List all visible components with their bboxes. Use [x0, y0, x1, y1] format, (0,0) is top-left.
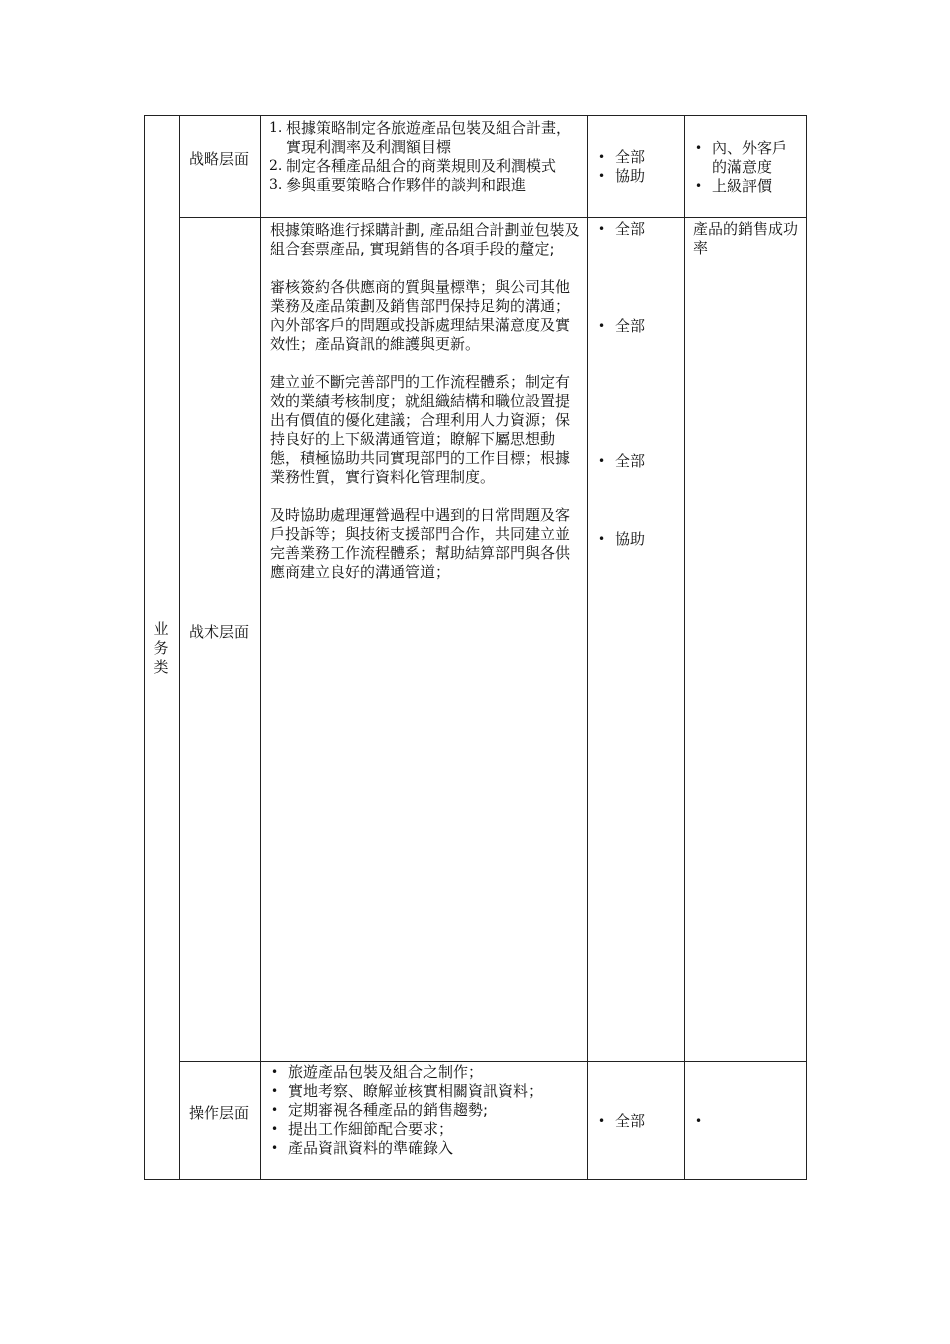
list-item: • 旅遊產品包裝及組合之制作；	[269, 1063, 584, 1082]
tactical-authority-item: • 全部	[596, 452, 645, 471]
tactical-authority-item: • 協助	[596, 530, 645, 549]
list-item: • 實地考察、瞭解並核實相關資訊資料；	[269, 1082, 584, 1101]
strategic-authority	[596, 148, 681, 186]
list-item: • 上級評價	[693, 177, 801, 196]
list-item: • 提出工作細節配合要求；	[269, 1120, 584, 1139]
paragraph: 及時協助處理運營過程中遇到的日常問題及客戶投訴等；與技術支援部門合作，共同建立並完善業務工作流程體系；幫助結算部門與各供應商建立良好的溝通管道；	[270, 506, 571, 581]
list-item: • 全部	[596, 148, 681, 167]
tactical-authority-item: • 全部	[596, 317, 645, 336]
level-label-strategic: 战略层面	[189, 150, 250, 168]
list-item: • 定期審視各種產品的銷售趨勢;	[269, 1101, 584, 1120]
row-divider	[179, 1061, 807, 1062]
list-item: • 協助	[596, 167, 681, 186]
col-divider	[587, 115, 588, 1180]
row-divider	[179, 217, 807, 218]
col-divider	[179, 115, 180, 1180]
list-item: 3. 參與重要策略合作夥伴的談判和跟進	[269, 176, 527, 194]
strategic-kpi	[693, 139, 801, 196]
paragraph: 根據策略進行採購計劃, 產品組合計劃並包裝及組合套票產品, 實現銷售的各項手段的釐定;	[270, 221, 580, 258]
tactical-authority-item: • 全部	[596, 220, 645, 239]
tactical-responsibilities	[270, 221, 580, 601]
paragraph: 審核簽約各供應商的質與量標準；與公司其他業務及產品策劃及銷售部門保持足夠的溝通；內外部客戶的問題或投訴處理結果滿意度及實效性；產品資訊的維護與更新。	[270, 278, 571, 353]
list-item: • 內、外客戶的滿意度	[693, 139, 801, 177]
strategic-objectives	[269, 119, 581, 195]
category-label: 业务类	[153, 620, 169, 676]
operational-tasks	[269, 1063, 584, 1158]
operational-authority-item: • 全部	[596, 1112, 645, 1131]
paragraph: 建立並不斷完善部門的工作流程體系；制定有效的業績考核制度；就組織結構和職位設置提出有價值的優化建議；合理利用人力資源；保持良好的上下級溝通管道；瞭解下屬思想動態，積極協助共同實現部門的工作目標；根據業務性質，實行資料化管理制度。	[270, 373, 571, 486]
list-item: 2. 制定各種產品組合的商業規則及利潤模式	[269, 157, 557, 175]
level-label-tactical: 战术层面	[189, 623, 250, 641]
list-item: • 產品資訊資料的準確錄入	[269, 1139, 584, 1158]
col-divider	[260, 115, 261, 1180]
tactical-kpi: 產品的銷售成功率	[693, 220, 799, 257]
col-divider	[684, 115, 685, 1180]
list-item: 1. 根據策略制定各旅遊產品包裝及組合計畫，實現利潤率及利潤額目標	[269, 119, 572, 156]
level-label-operational: 操作层面	[189, 1104, 250, 1122]
